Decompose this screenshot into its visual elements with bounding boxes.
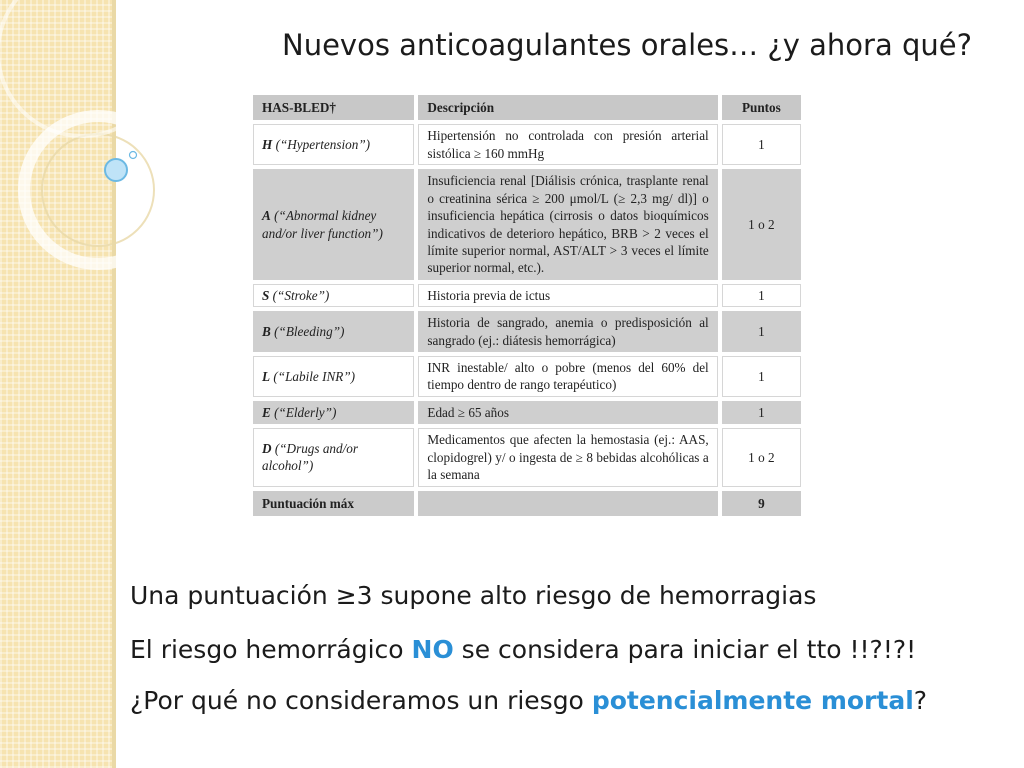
row-points: 1 <box>722 356 801 397</box>
statement-high-risk: Una puntuación ≥3 supone alto riesgo de hemorragias <box>130 581 817 610</box>
row-description: Edad ≥ 65 años <box>418 401 717 424</box>
has-bled-table <box>249 91 805 520</box>
table-row <box>253 356 801 397</box>
header-puntos: Puntos <box>722 95 801 120</box>
row-description: Hipertensión no controlada con presión arterial sistólica ≥ 160 mmHg <box>418 124 717 165</box>
row-criterion: B (“Bleeding”) <box>253 311 414 352</box>
highlight-potencialmente-mortal: potencialmente mortal <box>591 686 914 715</box>
table-header-row <box>253 95 801 120</box>
row-description: INR inestable/ alto o pobre (menos del 60% del tiempo dentro de rango terapéutico) <box>418 356 717 397</box>
row-points: 1 <box>722 124 801 165</box>
total-points: 9 <box>722 491 801 516</box>
table-row <box>253 428 801 486</box>
row-description: Insuficiencia renal [Diálisis crónica, trasplante renal o creatinina sérica ≥ 200 μmol/L (≥ 2,3 mg/ dl)] o insuficiencia hepática (cirrosis o datos bioquímicos indicativos de deterioro hepático, BRB > 2 veces el límite superior normal, AST/ALT > 3 veces el límite superior normal, etc.). <box>418 169 717 280</box>
table-row <box>253 401 801 424</box>
row-description: Historia de sangrado, anemia o predisposición al sangrado (ej.: diátesis hemorrágica) <box>418 311 717 352</box>
row-criterion: S (“Stroke”) <box>253 284 414 307</box>
row-description: Medicamentos que afecten la hemostasia (ej.: AAS, clopidogrel) y/ o ingesta de ≥ 8 bebidas alcohólicas a la semana <box>418 428 717 486</box>
header-descripcion: Descripción <box>418 95 717 120</box>
table-row <box>253 169 801 280</box>
row-description: Historia previa de ictus <box>418 284 717 307</box>
highlight-no: NO <box>411 635 454 664</box>
row-points: 1 <box>722 311 801 352</box>
total-description <box>418 491 717 516</box>
row-criterion: A (“Abnormal kidney and/or liver function”) <box>253 169 414 280</box>
table-row <box>253 284 801 307</box>
table-row <box>253 124 801 165</box>
decorative-circles <box>0 0 170 300</box>
row-points: 1 <box>722 284 801 307</box>
row-criterion: L (“Labile INR”) <box>253 356 414 397</box>
row-criterion: D (“Drugs and/or alcohol”) <box>253 428 414 486</box>
statement-question: ¿Por qué no consideramos un riesgo potencialmente mortal? <box>130 686 928 715</box>
row-points: 1 o 2 <box>722 428 801 486</box>
table-row <box>253 311 801 352</box>
row-points: 1 o 2 <box>722 169 801 280</box>
statement-not-considered: El riesgo hemorrágico NO se considera para iniciar el tto !!?!?! <box>130 635 917 664</box>
header-has-bled: HAS-BLED† <box>253 95 414 120</box>
row-criterion: H (“Hypertension”) <box>253 124 414 165</box>
table-total-row <box>253 491 801 516</box>
row-criterion: E (“Elderly”) <box>253 401 414 424</box>
slide-title: Nuevos anticoagulantes orales… ¿y ahora qué? <box>282 28 972 62</box>
total-label: Puntuación máx <box>253 491 414 516</box>
row-points: 1 <box>722 401 801 424</box>
